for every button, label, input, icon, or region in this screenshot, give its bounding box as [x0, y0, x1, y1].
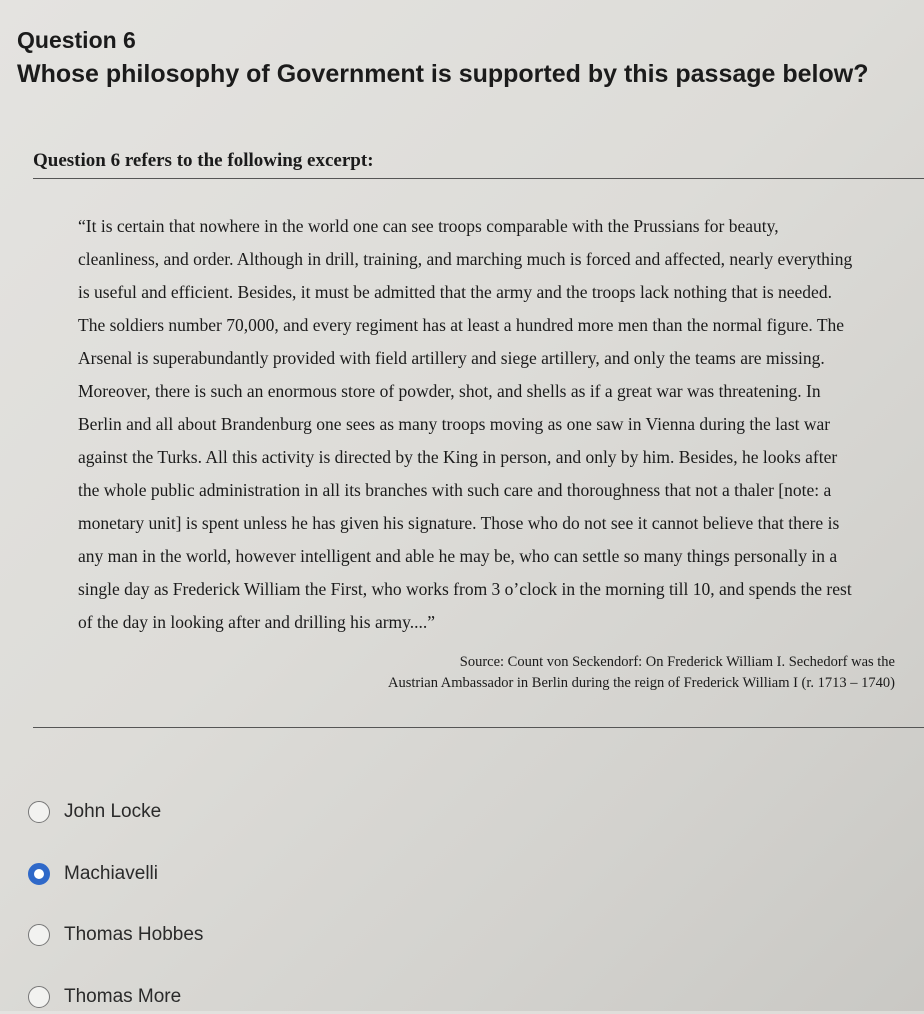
- radio-button-icon[interactable]: [28, 801, 50, 823]
- excerpt-top-divider: [33, 178, 924, 179]
- passage-line: Moreover, there is such an enormous store of powder, shot, and shells as if a great war was threatening. In: [78, 381, 821, 401]
- passage-line: any man in the world, however intelligent and able he may be, who can settle so many things personally in a: [78, 546, 838, 566]
- passage-line: Arsenal is superabundantly provided with field artillery and siege artillery, and only the teams are missing.: [78, 348, 825, 368]
- excerpt-source: [388, 652, 895, 694]
- question-prompt: Whose philosophy of Government is supported by this passage below?: [17, 60, 869, 88]
- passage-line: against the Turks. All this activity is directed by the King in person, and only by him. Besides, he looks after: [78, 447, 838, 467]
- excerpt-heading: Question 6 refers to the following excerpt:: [33, 150, 374, 171]
- option-thomas-more[interactable]: [28, 980, 181, 1014]
- passage-line: single day as Frederick William the First, who works from 3 o’clock in the morning till 10, and spends the rest: [78, 579, 852, 599]
- question-number: Question 6: [17, 27, 136, 53]
- passage-line: The soldiers number 70,000, and every regiment has at least a hundred more men than the normal figure. The: [78, 315, 845, 335]
- excerpt-passage: [78, 210, 908, 639]
- option-thomas-hobbes[interactable]: [28, 918, 203, 952]
- excerpt-bottom-divider: [33, 727, 924, 728]
- option-label: John Locke: [64, 801, 162, 822]
- source-line: Source: Count von Seckendorf: On Frederick William I. Sechedorf was the: [459, 654, 895, 670]
- option-label: Thomas Hobbes: [64, 924, 204, 945]
- option-machiavelli[interactable]: [28, 857, 158, 891]
- option-john-locke[interactable]: [28, 795, 161, 829]
- option-label: Thomas More: [64, 986, 182, 1007]
- passage-line: “It is certain that nowhere in the world one can see troops comparable with the Prussians for beauty,: [78, 216, 779, 236]
- radio-button-icon[interactable]: [28, 924, 50, 946]
- radio-button-icon[interactable]: [28, 986, 50, 1008]
- source-line: Austrian Ambassador in Berlin during the reign of Frederick William I (r. 1713 – 1740): [388, 675, 895, 691]
- passage-line: cleanliness, and order. Although in drill, training, and marching much is forced and affected, nearly everything: [78, 249, 853, 269]
- option-label: Machiavelli: [64, 863, 158, 884]
- passage-line: monetary unit] is spent unless he has given his signature. Those who do not see it cannot believe that there is: [78, 513, 840, 533]
- passage-line: is useful and efficient. Besides, it must be admitted that the army and the troops lack nothing that is needed.: [78, 282, 832, 302]
- passage-line: the whole public administration in all its branches with such care and thoroughness that not a thaler [note: a: [78, 480, 832, 500]
- passage-line: Berlin and all about Brandenburg one sees as many troops moving as one saw in Vienna during the last war: [78, 414, 831, 434]
- radio-button-icon[interactable]: [28, 863, 50, 885]
- passage-line: of the day in looking after and drilling his army....”: [78, 612, 436, 632]
